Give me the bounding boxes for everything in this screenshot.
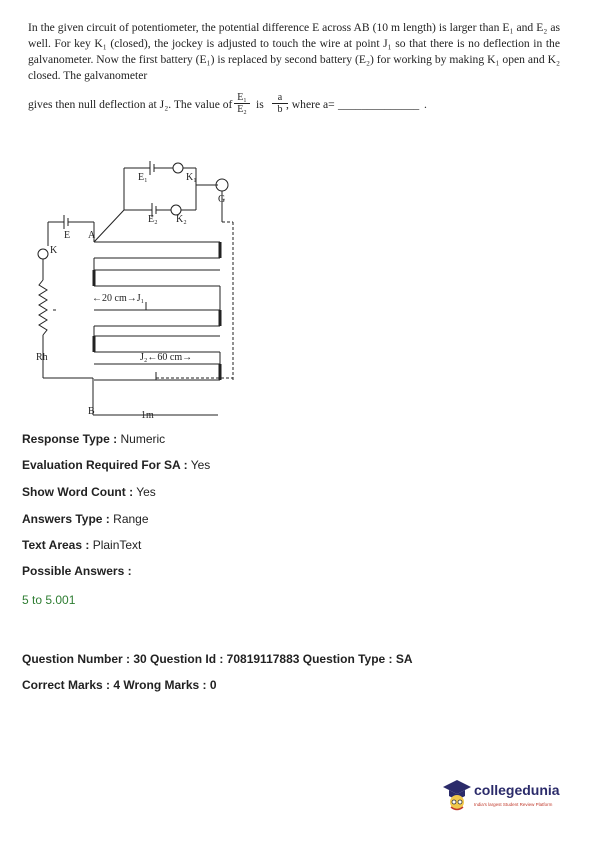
- label-b: B: [88, 406, 95, 417]
- label-g: G: [218, 194, 226, 205]
- fraction-denominator: b: [277, 104, 283, 115]
- label-k1: K₁: [186, 172, 197, 183]
- logo-title: collegedunia: [474, 782, 560, 798]
- fraction-e1-over-e2: [234, 92, 250, 115]
- label-e2: E₂: [148, 214, 158, 225]
- answer-blank: ______________: [338, 98, 420, 111]
- graduation-cap-icon: [442, 778, 472, 812]
- question-is-word: is: [256, 98, 264, 111]
- potentiometer-circuit-diagram: [28, 150, 258, 420]
- possible-answers-label: Possible Answers :: [22, 564, 132, 578]
- label-a: A: [88, 230, 96, 241]
- response-type: [22, 432, 165, 446]
- fraction-numerator: E₁: [234, 92, 250, 104]
- question-info: Question Number : 30 Question Id : 70819117883 Question Type : SA: [22, 652, 413, 666]
- evaluation-value: Yes: [190, 458, 211, 472]
- answers-type-value: Range: [113, 512, 149, 526]
- possible-answer-value: 5 to 5.001: [22, 593, 76, 607]
- response-type-value: Numeric: [120, 432, 166, 446]
- response-type-label: Response Type :: [22, 432, 118, 446]
- fraction-numerator: a: [272, 92, 288, 104]
- evaluation-required: [22, 458, 210, 472]
- label-one-meter: 1m: [141, 410, 154, 420]
- collegedunia-logo: [440, 772, 580, 822]
- logo-tagline: India's largest Student Review Platform: [474, 802, 553, 807]
- label-j2-distance: J₂←60 cm→: [140, 352, 193, 363]
- question-text: In the given circuit of potentiometer, the potential difference E across AB (10 m length) is larger than E₁ and E₂ as well. For key K₁ (closed), the jockey is adjusted to touch the wire at point J₁ so that there is no deflection in the galvanometer. Now the first battery (E₁) is replaced by second battery (E₂) for working by making K₁ open and K₂ closed. The galvanometer: [28, 21, 560, 82]
- text-areas: [22, 538, 141, 552]
- question-line-2-start: gives then null deflection at J₂. The value of: [28, 98, 233, 111]
- label-rh: Rh: [36, 352, 48, 363]
- text-areas-label: Text Areas :: [22, 538, 90, 552]
- word-count-value: Yes: [136, 485, 156, 499]
- label-k2: K₂: [176, 214, 187, 225]
- label-j1-distance: ←20 cm→J₁: [92, 293, 145, 304]
- answers-type-label: Answers Type :: [22, 512, 110, 526]
- show-word-count: [22, 485, 156, 499]
- question-line-2: [28, 92, 568, 122]
- label-e: E: [64, 230, 71, 241]
- word-count-label: Show Word Count :: [22, 485, 134, 499]
- question-period: .: [424, 98, 427, 111]
- evaluation-label: Evaluation Required For SA :: [22, 458, 188, 472]
- possible-answers: [22, 564, 132, 578]
- question-line-2-end: , where a=: [286, 98, 335, 111]
- fraction-denominator: E₂: [237, 104, 247, 115]
- text-areas-value: PlainText: [92, 538, 142, 552]
- label-k: K: [50, 245, 58, 256]
- label-e1: E₁: [138, 172, 148, 183]
- answers-type: [22, 512, 149, 526]
- marks-info: Correct Marks : 4 Wrong Marks : 0: [22, 678, 217, 692]
